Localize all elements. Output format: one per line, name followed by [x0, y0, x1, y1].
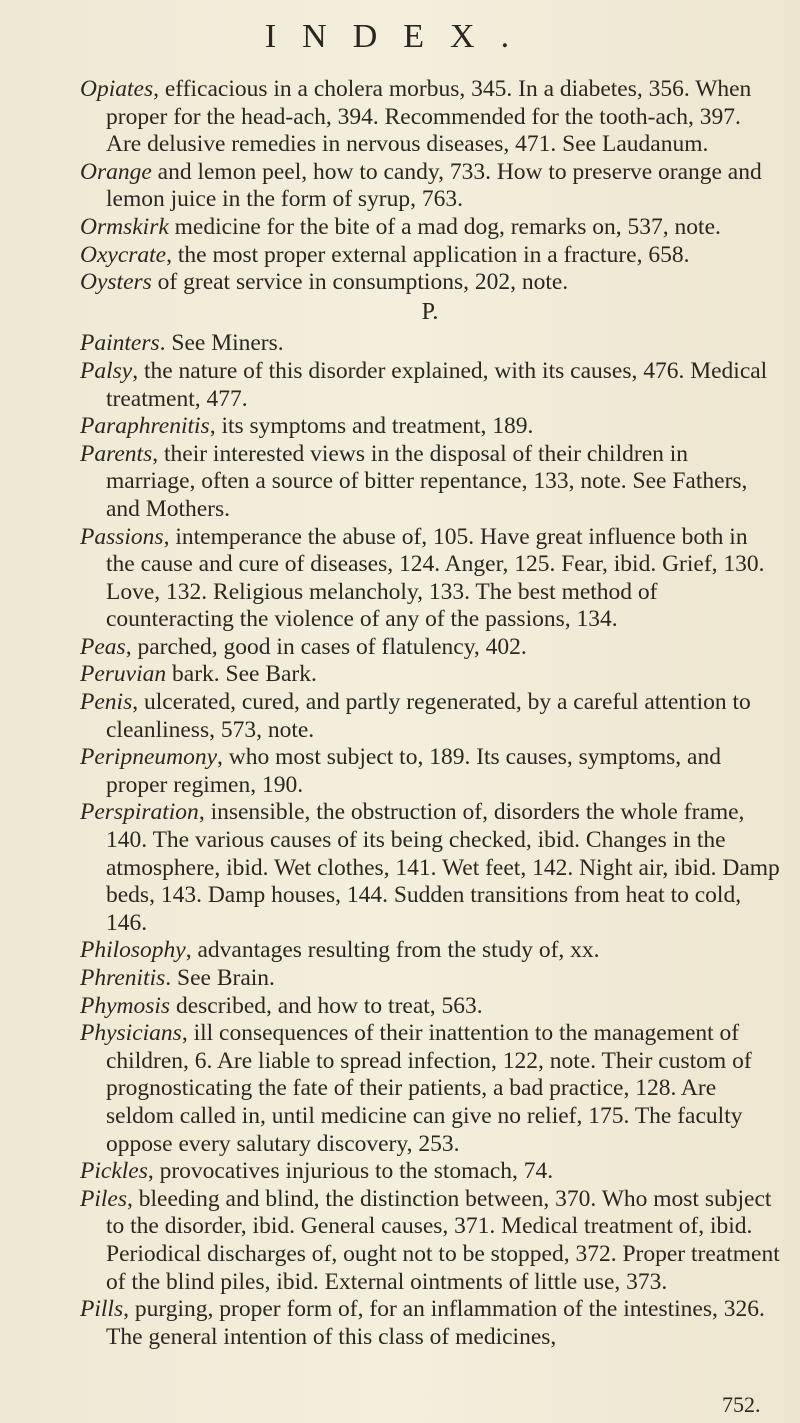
index-entry — [80, 524, 780, 634]
entry-term: Parents — [80, 440, 153, 467]
index-entry — [80, 1296, 780, 1351]
entry-term: Perspiration — [80, 799, 199, 826]
entry-text: medicine for the bite of a mad dog, remarks on, 537, note. — [168, 213, 721, 240]
entry-text: , the nature of this disorder explained, with its causes, 476. Medical treatment, 477. — [106, 357, 768, 412]
index-entry — [80, 1020, 780, 1158]
index-entry — [80, 799, 780, 937]
entry-term: Painters — [80, 330, 160, 357]
entry-text: , its symptoms and treatment, 189. — [209, 413, 534, 440]
entry-text: , efficacious in a cholera morbus, 345. In a diabetes, 356. When proper for the head-ach, 394. Recommended for the tooth-ach, 397. Are delusive remedies in nervous diseases, 471. See Laudanum. — [106, 76, 752, 158]
index-entry — [80, 634, 780, 662]
entry-text: , insensible, the obstruction of, disorders the whole frame, 140. The various causes of its being checked, ibid. Changes in the atmosphere, ibid. Wet clothes, 141. Wet feet, 142. Night air, ibid. Damp beds, 143. Damp houses, 144. Sudden transitions from heat to cold, 146. — [106, 799, 780, 936]
entry-term: Physicians — [80, 1020, 182, 1047]
entry-term: Phrenitis — [80, 965, 166, 991]
index-entry — [80, 441, 780, 524]
entry-term: Peas — [80, 633, 126, 660]
entry-text: . See Miners. — [159, 330, 284, 357]
index-entry — [80, 744, 780, 799]
entry-term: Palsy — [80, 357, 133, 384]
entry-text: , advantages resulting from the study of, xx. — [185, 937, 600, 964]
section-letter: P. — [421, 298, 439, 325]
entry-term: Piles — [80, 1185, 127, 1212]
entry-text: , who most subject to, 189. Its causes, symptoms, and proper regimen, 190. — [106, 744, 721, 798]
entry-text: , ill consequences of their inattention to the management of children, 6. Are liable to spread infection, 122, note. Their custom of prognosticating the fate of their patients, a bad practice, 128. Are seldom called in, until medicine can give no relief, 175. The faculty oppose every salutary discovery, 253. — [106, 1020, 752, 1157]
entry-term: Phymosis — [80, 992, 171, 1019]
entry-term: Philosophy — [80, 937, 186, 964]
entry-text: , the most proper external application in a fracture, 658. — [166, 241, 690, 268]
entry-term: Paraphrenitis — [80, 413, 210, 440]
entry-text: bark. See Bark. — [166, 661, 317, 688]
index-entry — [80, 358, 780, 413]
entry-term: Passions — [80, 523, 164, 550]
entry-term: Peruvian — [80, 661, 167, 688]
index-entry — [80, 330, 780, 358]
entry-text: , their interested views in the disposal of their children in marriage, often a source of bitter repentance, 133, note. See Fathers, and Mothers. — [106, 440, 748, 522]
index-entry — [80, 242, 780, 270]
entry-text: , ulcerated, cured, and partly regenerated, by a careful attention to cleanliness, 573, note. — [106, 689, 751, 743]
entry-text: , provocatives injurious to the stomach, 74. — [147, 1158, 554, 1185]
entry-text: , bleeding and blind, the distinction between, 370. Who most subject to the disorder, ibid. General causes, 371. Medical treatment of, ibid. Periodical discharges of, ought not to be stopped, 372. Proper treatment of the blind piles, ibid. External ointments of little use, 373. — [106, 1185, 780, 1295]
index-entry — [80, 76, 780, 159]
index-entry — [80, 937, 780, 965]
index-entry — [80, 1158, 780, 1186]
entry-term: Oysters — [80, 269, 152, 296]
index-entry — [80, 214, 780, 242]
entry-text: of great service in consumptions, 202, note. — [151, 269, 569, 296]
index-entry — [80, 413, 780, 441]
entry-term: Pickles — [80, 1158, 148, 1185]
entry-term: Orange — [80, 158, 152, 185]
entry-term: Pills — [80, 1296, 124, 1323]
index-body — [80, 76, 780, 1351]
index-entry — [80, 661, 780, 689]
entry-text: , parched, good in cases of flatulency, 402. — [125, 633, 527, 660]
index-entry — [80, 1186, 780, 1296]
entry-term: Penis — [80, 689, 133, 716]
page-header: INDEX. — [264, 18, 536, 55]
entry-term: Oxycrate — [80, 241, 167, 268]
entry-term: Opiates — [80, 76, 154, 102]
index-entry — [80, 159, 780, 214]
page-folio: 752. — [722, 1392, 761, 1417]
entry-text: and lemon peel, how to candy, 733. How to preserve orange and lemon juice in the form of syrup, 763. — [106, 158, 762, 213]
index-entry — [80, 689, 780, 744]
entry-text: described, and how to treat, 563. — [170, 992, 483, 1019]
index-entry — [80, 269, 780, 297]
entry-text: . See Brain. — [165, 965, 275, 991]
entry-text: , purging, proper form of, for an inflammation of the intestines, 326. The general intention of this class of medicines, — [106, 1296, 765, 1350]
entry-text: , intemperance the abuse of, 105. Have great influence both in the cause and cure of diseases, 124. Anger, 125. Fear, ibid. Grief, 130. Love, 132. Religious melancholy, 133. The best method of counteracting the violence of any of the passions, 134. — [106, 523, 765, 633]
index-entry — [80, 965, 780, 993]
index-entry — [80, 993, 780, 1021]
entry-term: Peripneumony — [80, 744, 218, 771]
entry-term: Ormskirk — [80, 213, 169, 240]
